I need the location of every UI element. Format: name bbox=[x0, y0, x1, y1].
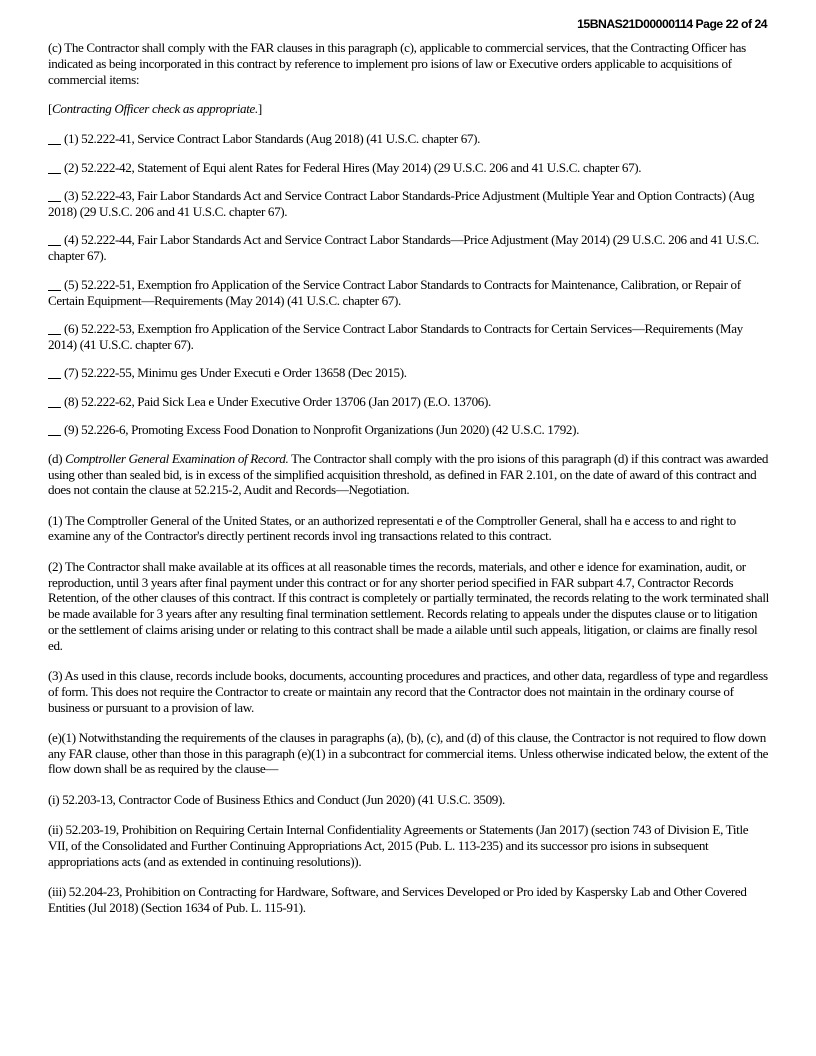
clause-text: (5) 52.222-51, Exemption fro Application of the Service Contract Labor Standards to Contracts for Maintenance, Calibration, or Repair of Certain Equipment—Requirements (May 2014) (41 U.S.C. chapter 67). bbox=[48, 276, 741, 308]
check-blank[interactable] bbox=[48, 395, 61, 408]
check-blank[interactable] bbox=[48, 278, 61, 291]
page-header bbox=[577, 17, 767, 33]
clause-item-2 bbox=[48, 160, 770, 176]
paragraph-c-intro: (c) The Contractor shall comply with the FAR clauses in this paragraph (c), applicable to commercial services, that the Contracting Officer has indicated as being incorporated in this contract by reference to implement pro isions of law or Executive orders applicable to acquisitions of commercial items: bbox=[48, 40, 746, 87]
paragraph-d2: (2) The Contractor shall make available at its offices at all reasonable times the records, materials, and other e idence for examination, audit, or reproduction, until 3 years after final payment under this contract or for any shorter period specified in FAR subpart 4.7, Contractor Records Retention, of the other clauses of this contract. If this contract is completely or partially terminated, the records relating to the work terminated shall be made available for 3 years after any resulting final termination settlement. Records relating to appeals under the disputes clause or to litigation or the settlement of claims arising under or relating to this contract shall be made a ailable until such appeals, litigation, or claims are finally resol ed. bbox=[48, 558, 769, 653]
check-blank[interactable] bbox=[48, 132, 61, 145]
clause-text: (6) 52.222-53, Exemption fro Application of the Service Contract Labor Standards to Contracts for Certain Services—Requirements (May 2014) (41 U.S.C. chapter 67). bbox=[48, 321, 743, 352]
paragraph-d-prefix: (d) bbox=[48, 450, 66, 466]
clause-item-6 bbox=[48, 321, 770, 353]
check-blank[interactable] bbox=[48, 366, 61, 379]
paragraph-e-i: (i) 52.203-13, Contractor Code of Business Ethics and Conduct (Jun 2020) (41 U.S.C. 3509). bbox=[48, 791, 505, 807]
check-blank[interactable] bbox=[48, 423, 61, 436]
clause-text: (8) 52.222-62, Paid Sick Lea e Under Executive Order 13706 (Jan 2017) (E.O. 13706). bbox=[64, 393, 491, 409]
paragraph-d-title: Comptroller General Examination of Record. bbox=[65, 450, 289, 466]
page-body bbox=[48, 40, 770, 930]
page-current: 22 bbox=[725, 17, 739, 31]
clause-item-1 bbox=[48, 131, 770, 147]
check-blank[interactable] bbox=[48, 322, 61, 335]
paragraph-d-body: The Contractor shall comply with the pro isions of this paragraph (d) if this contract was awarded using other than sealed bid, is in excess of the simplified acquisition threshold, as defined in FAR 2.101, on the date of award of this contract and does not contain the clause at 52.215-2, Audit and Records—Negotiation. bbox=[48, 450, 769, 498]
clause-item-9 bbox=[48, 422, 770, 438]
check-blank[interactable] bbox=[48, 233, 61, 246]
page-of: of bbox=[741, 17, 752, 31]
page-label: Page bbox=[695, 17, 723, 31]
clause-item-4 bbox=[48, 232, 770, 264]
clause-item-3 bbox=[48, 188, 770, 220]
clause-text: (3) 52.222-43, Fair Labor Standards Act and Service Contract Labor Standards-Price Adjustment (Multiple Year and Option Contracts) (Aug 2018) (29 U.S.C. 206 and 41 U.S.C. chapter 67). bbox=[48, 188, 755, 219]
clause-text: (9) 52.226-6, Promoting Excess Food Donation to Nonprofit Organizations (Jun 2020) (42 U.S.C. 1792). bbox=[64, 422, 580, 438]
clause-item-8 bbox=[48, 394, 770, 410]
check-blank[interactable] bbox=[48, 189, 61, 202]
clause-item-5 bbox=[48, 277, 770, 309]
page-total: 24 bbox=[754, 17, 767, 31]
check-open-bracket: [ bbox=[48, 100, 53, 116]
clause-text: (1) 52.222-41, Service Contract Labor Standards (Aug 2018) (41 U.S.C. chapter 67). bbox=[64, 131, 481, 147]
paragraph-e1: (e)(1) Notwithstanding the requirements of the clauses in paragraphs (a), (b), (c), and (d) of this clause, the Contractor is not required to flow down any FAR clause, other than those in this paragraph (e)(1) in a subcontract for commercial items. Unless otherwise indicated below, the extent of the flow down shall be as required by the clause— bbox=[48, 729, 769, 777]
doc-number: 15BNAS21D00000114 bbox=[577, 17, 693, 31]
check-instruction bbox=[48, 101, 770, 117]
paragraph-d3: (3) As used in this clause, records include books, documents, accounting procedures and practices, and other data, regardless of type and regardless of form. This does not require the Contractor to create or maintain any record that the Contractor does not maintain in the ordinary course of business or pursuant to a provision of law. bbox=[48, 668, 768, 715]
clause-item-7 bbox=[48, 365, 770, 381]
paragraph-d bbox=[48, 451, 770, 498]
check-blank[interactable] bbox=[48, 161, 61, 174]
clause-text: (7) 52.222-55, Minimu ges Under Executi e Order 13658 (Dec 2015). bbox=[64, 365, 407, 381]
paragraph-e-iii: (iii) 52.204-23, Prohibition on Contracting for Hardware, Software, and Services Developed or Pro ided by Kaspersky Lab and Other Covered Entities (Jul 2018) (Section 1634 of Pub. L. 115-91). bbox=[48, 883, 747, 915]
clause-text: (2) 52.222-42, Statement of Equi alent Rates for Federal Hires (May 2014) (29 U.S.C. 206 and 41 U.S.C. chapter 67). bbox=[64, 159, 642, 175]
clause-text: (4) 52.222-44, Fair Labor Standards Act and Service Contract Labor Standards—Price Adjustment (May 2014) (29 U.S.C. 206 and 41 U.S.C. chapter 67). bbox=[48, 232, 759, 264]
paragraph-e-ii: (ii) 52.203-19, Prohibition on Requiring Certain Internal Confidentiality Agreements or Statements (Jan 2017) (section 743 of Division E, Title VII, of the Consolidated and Further Continuing Appropriations Act, 2015 (Pub. L. 113-235) and its successor pro isions in subsequent appropriations acts (and as extended in continuing resolutions)). bbox=[48, 822, 749, 869]
check-close-bracket: ] bbox=[257, 100, 262, 116]
check-instruction-text: Contracting Officer check as appropriate. bbox=[52, 100, 258, 116]
paragraph-d1: (1) The Comptroller General of the United States, or an authorized representati e of the Comptroller General, shall ha e access to and right to examine any of the Contractor's directly pertinent records invol ing transactions related to this contract. bbox=[48, 512, 736, 544]
